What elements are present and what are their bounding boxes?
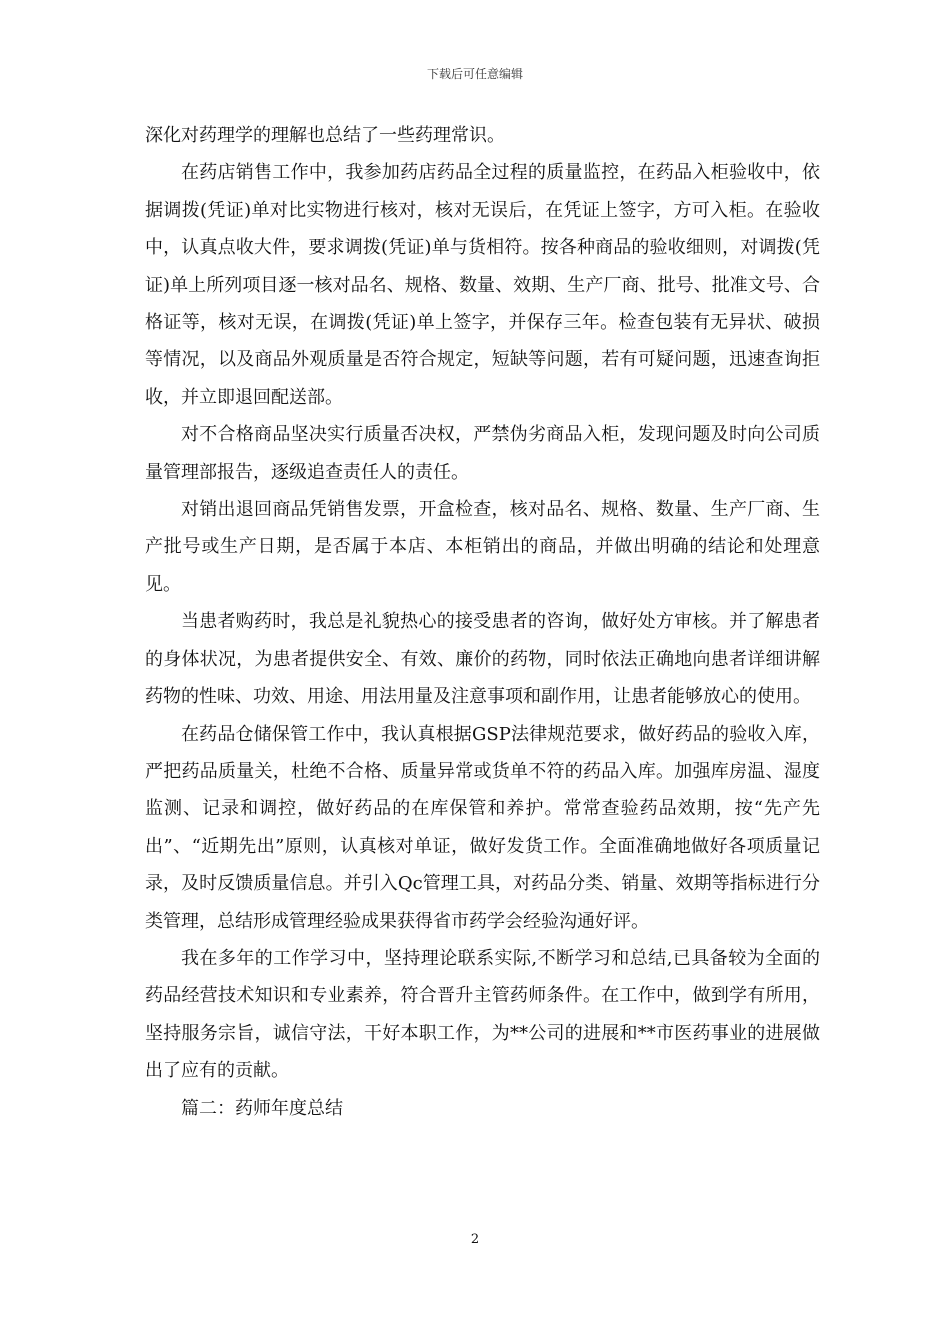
paragraph: 对销出退回商品凭销售发票，开盒检查，核对品名、规格、数量、生产厂商、生产批号或生产日期，是否属于本店、本柜销出的商品，并做出明确的结论和处理意见。 <box>145 499 820 595</box>
paragraph: 在药店销售工作中，我参加药店药品全过程的质量监控，在药品入柜验收中，依据调拨(凭证)单对比实物进行核对，核对无误后，在凭证上签字，方可入柜。在验收中，认真点收大件，要求调拨(凭证)单与货相符。按各种商品的验收细则，对调拨(凭证)单上所列项目逐一核对品名、规格、数量、效期、生产厂商、批号、批准文号、合格证等，核对无误，在调拨(凭证)单上签字，并保存三年。检查包装有无异状、破损等情况，以及商品外观质量是否符合规定，短缺等问题，若有可疑问题，迅速查询拒收，并立即退回配送部。 <box>145 162 820 408</box>
paragraph: 在药品仓储保管工作中，我认真根据GSP法律规范要求，做好药品的验收入库，严把药品质量关，杜绝不合格、质量异常或货单不符的药品入库。加强库房温、湿度监测、记录和调控，做好药品的在库保管和养护。常常查验药品效期，按“先产先出”、“近期先出”原则，认真核对单证，做好发货工作。全面准确地做好各项质量记录，及时反馈质量信息。并引入Qc管理工具，对药品分类、销量、效期等指标进行分类管理，总结形成管理经验成果获得省市药学会经验沟通好评。 <box>145 723 820 932</box>
paragraph: 我在多年的工作学习中，坚持理论联系实际,不断学习和总结,已具备较为全面的药品经营技术知识和专业素养，符合晋升主管药师条件。在工作中，做到学有所用，坚持服务宗旨，诚信守法，干好本职工作，为**公司的进展和**市医药事业的进展做出了应有的贡献。 <box>145 947 820 1082</box>
paragraph: 当患者购药时，我总是礼貌热心的接受患者的咨询，做好处方审核。并了解患者的身体状况，为患者提供安全、有效、廉价的药物，同时依法正确地向患者详细讲解药物的性味、功效、用途、用法用量及注意事项和副作用，让患者能够放心的使用。 <box>145 611 820 708</box>
page-number: 2 <box>470 1232 480 1247</box>
paragraph: 对不合格商品坚决实行质量否决权，严禁伪劣商品入柜，发现问题及时向公司质量管理部报告，逐级追查责任人的责任。 <box>145 424 820 483</box>
document-body <box>145 117 820 1127</box>
page-header-note: 下载后可任意编辑 <box>426 67 523 81</box>
paragraph: 深化对药理学的理解也总结了一些药理常识。 <box>145 125 505 146</box>
section-heading: 篇二：药师年度总结 <box>181 1097 343 1119</box>
